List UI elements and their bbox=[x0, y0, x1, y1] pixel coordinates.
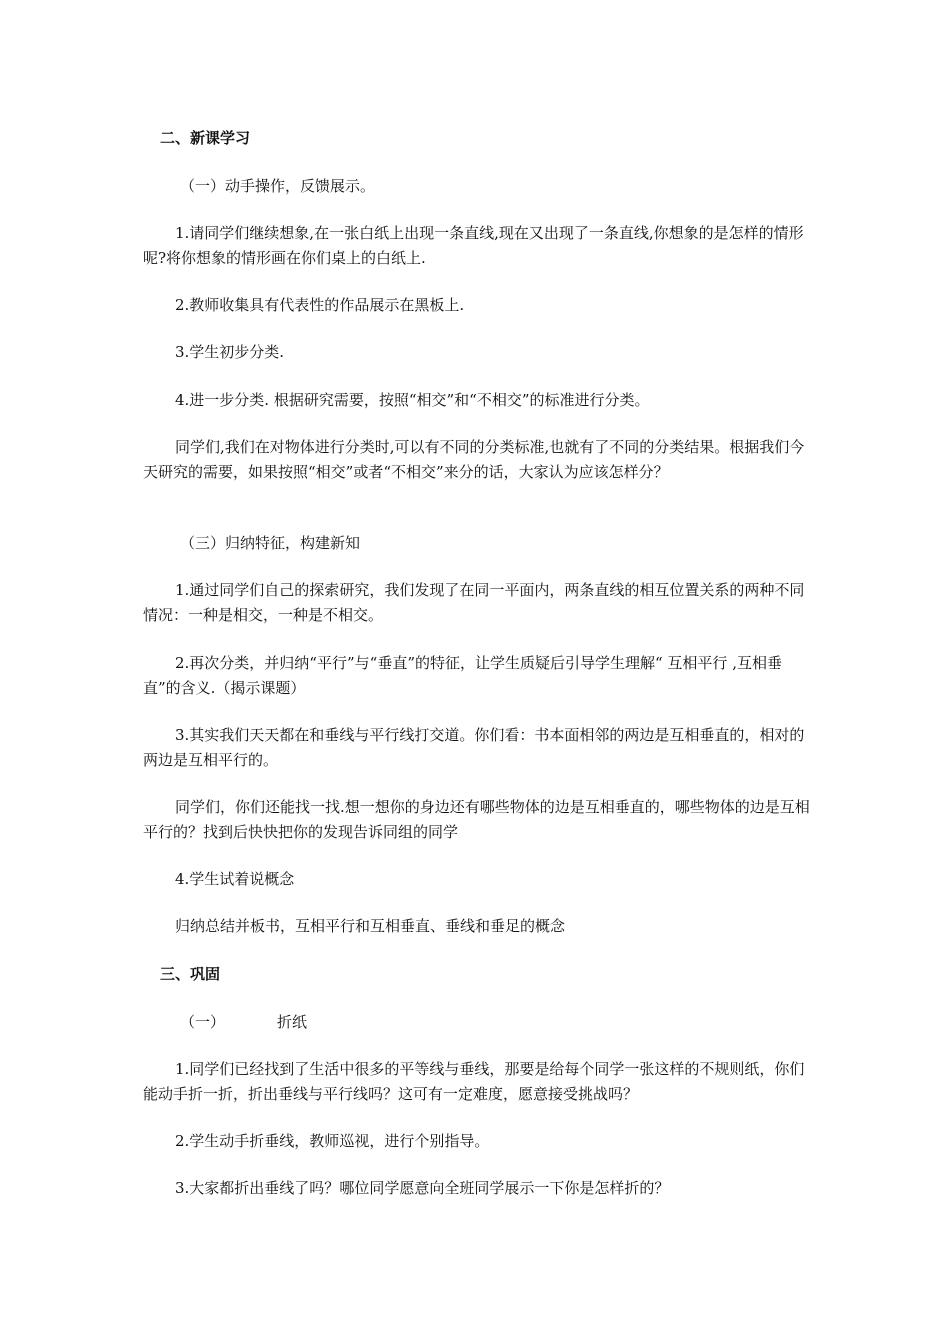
paragraph-irregular-paper: 1.同学们已经找到了生活中很多的平等线与垂线，那要是给每个同学一张这样的不规则纸，你们能动手折一折，折出垂线与平行线吗？这可有一定难度，愿意接受挑战吗？ bbox=[143, 1060, 805, 1103]
paragraph-show-folding: 3.大家都折出垂线了吗？哪位同学愿意向全班同学展示一下你是怎样折的？ bbox=[175, 1179, 670, 1197]
paragraph-explore-research: 1.通过同学们自己的探索研究，我们发现了在同一平面内，两条直线的相互位置关系的两种不同情况：一种是相交，一种是不相交。 bbox=[143, 581, 805, 624]
paragraph-imagine-lines: 1.请同学们继续想象,在一张白纸上出现一条直线,现在又出现了一条直线,你想象的是怎样的情形呢?将你想象的情形画在你们桌上的白纸上. bbox=[143, 224, 804, 267]
subheading-folding-number: （一） bbox=[180, 1013, 226, 1031]
section-heading-consolidate: 三、巩固 bbox=[160, 965, 221, 983]
paragraph-classification-standard: 同学们,我们在对物体进行分类时,可以有不同的分类标准,也就有了不同的分类结果。根据我们今天研究的需要，如果按照“相交”或者“不相交”来分的话，大家认为应该怎样分？ bbox=[143, 438, 805, 481]
subheading-folding-label: 折纸 bbox=[277, 1013, 308, 1031]
paragraph-find-objects: 同学们，你们还能找一找.想一想你的身边还有哪些物体的边是互相垂直的，哪些物体的边是互相平行的？找到后快快把你的发现告诉同组的同学 bbox=[143, 798, 810, 841]
paragraph-reclassify: 2.再次分类，并归纳“平行”与“垂直”的特征，让学生质疑后引导学生理解“ 互相平行 ,互相垂直”的含义.（揭示课题） bbox=[143, 654, 782, 697]
paragraph-further-classify: 4.进一步分类. 根据研究需要，按照“相交”和“不相交”的标准进行分类。 bbox=[175, 391, 650, 409]
paragraph-initial-classify: 3.学生初步分类. bbox=[175, 343, 285, 361]
subheading-folding bbox=[180, 1010, 852, 1035]
paragraph-everyday-lines: 3.其实我们天天都在和垂线与平行线打交道。你们看：书本面相邻的两边是互相垂直的，相对的两边是互相平行的。 bbox=[143, 726, 805, 769]
section-heading-new-lesson: 二、新课学习 bbox=[160, 129, 251, 147]
paragraph-board-summary: 归纳总结并板书，互相平行和互相垂直、垂线和垂足的概念 bbox=[175, 917, 566, 935]
subheading-summarize-features: （三）归纳特征，构建新知 bbox=[180, 534, 361, 552]
paragraph-fold-perpendicular: 2.学生动手折垂线，教师巡视，进行个别指导。 bbox=[175, 1132, 490, 1150]
paragraph-collect-works: 2.教师收集具有代表性的作品展示在黑板上. bbox=[175, 296, 465, 314]
paragraph-students-concept: 4.学生试着说概念 bbox=[175, 870, 295, 888]
subheading-hands-on: （一）动手操作，反馈展示。 bbox=[180, 177, 376, 195]
